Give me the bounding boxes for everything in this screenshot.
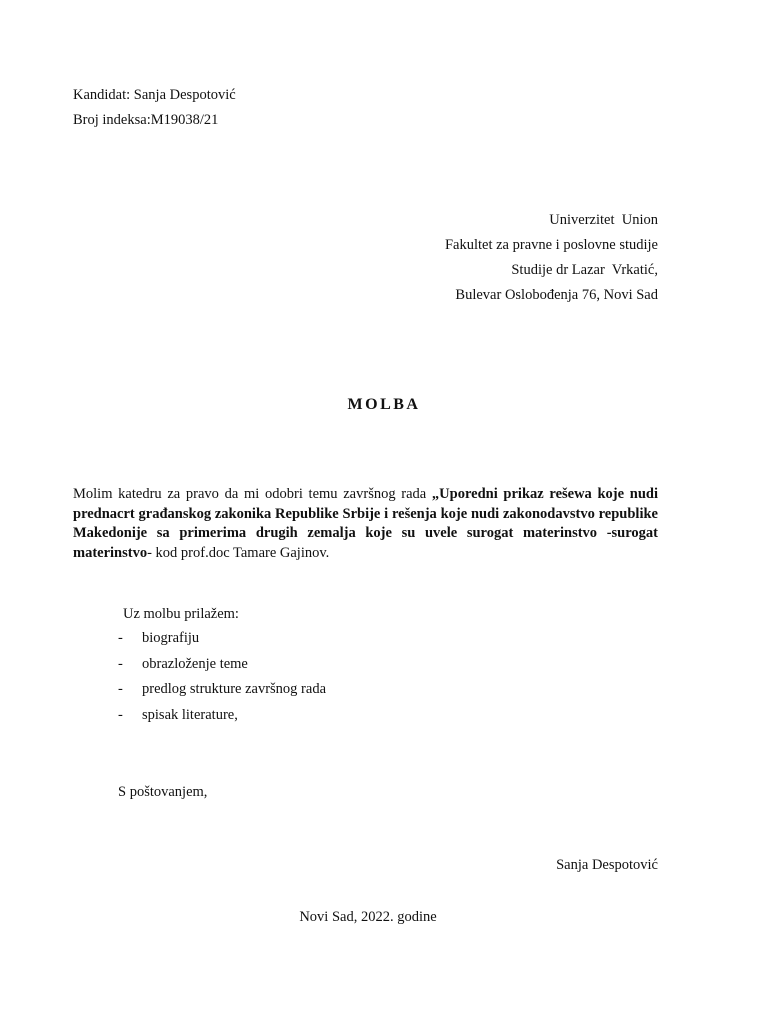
list-item-text: spisak literature, [142, 706, 238, 723]
recipient-faculty: Fakultet za pravne i poslovne studije [444, 237, 658, 253]
candidate-index: Broj indeksa:M19038/21 [73, 112, 219, 128]
list-bullet: - [118, 706, 123, 723]
recipient-studies: Studije dr Lazar Vrkatić, [511, 262, 658, 278]
list-bullet: - [118, 655, 123, 672]
signature-name: Sanja Despotović [556, 857, 658, 873]
list-item-text: predlog strukture završnog rada [142, 681, 327, 697]
list-bullet: - [118, 681, 123, 697]
attachments-label: Uz molbu prilažem: [123, 606, 239, 622]
thesis-topic: „Uporedni prikaz rešewa koje nudi prednacrt građanskog zakonika Republike Srbije i rešenja koje nudi zakonodavstvo republike Makedonije sa primerima drugih zemalja koje su uvele surogat materinstvo -surogat materinstvo [73, 486, 658, 561]
list-item-text: biografiju [142, 630, 200, 646]
request-paragraph [73, 485, 658, 563]
closing-greeting: S poštovanjem, [118, 784, 208, 800]
document-title: MOLBA [347, 396, 421, 413]
list-item-text: obrazloženje teme [142, 655, 248, 672]
place-and-date: Novi Sad, 2022. godine [299, 909, 437, 925]
list-bullet: - [118, 630, 123, 646]
recipient-university: Univerzitet Union [549, 212, 658, 228]
request-intro: Molim katedru za pravo da mi odobri temu završnog rada [73, 486, 432, 502]
candidate-name: Kandidat: Sanja Despotović [73, 87, 236, 103]
recipient-address: Bulevar Oslobođenja 76, Novi Sad [455, 287, 658, 303]
request-outro: - kod prof.doc Tamare Gajinov. [147, 544, 330, 561]
